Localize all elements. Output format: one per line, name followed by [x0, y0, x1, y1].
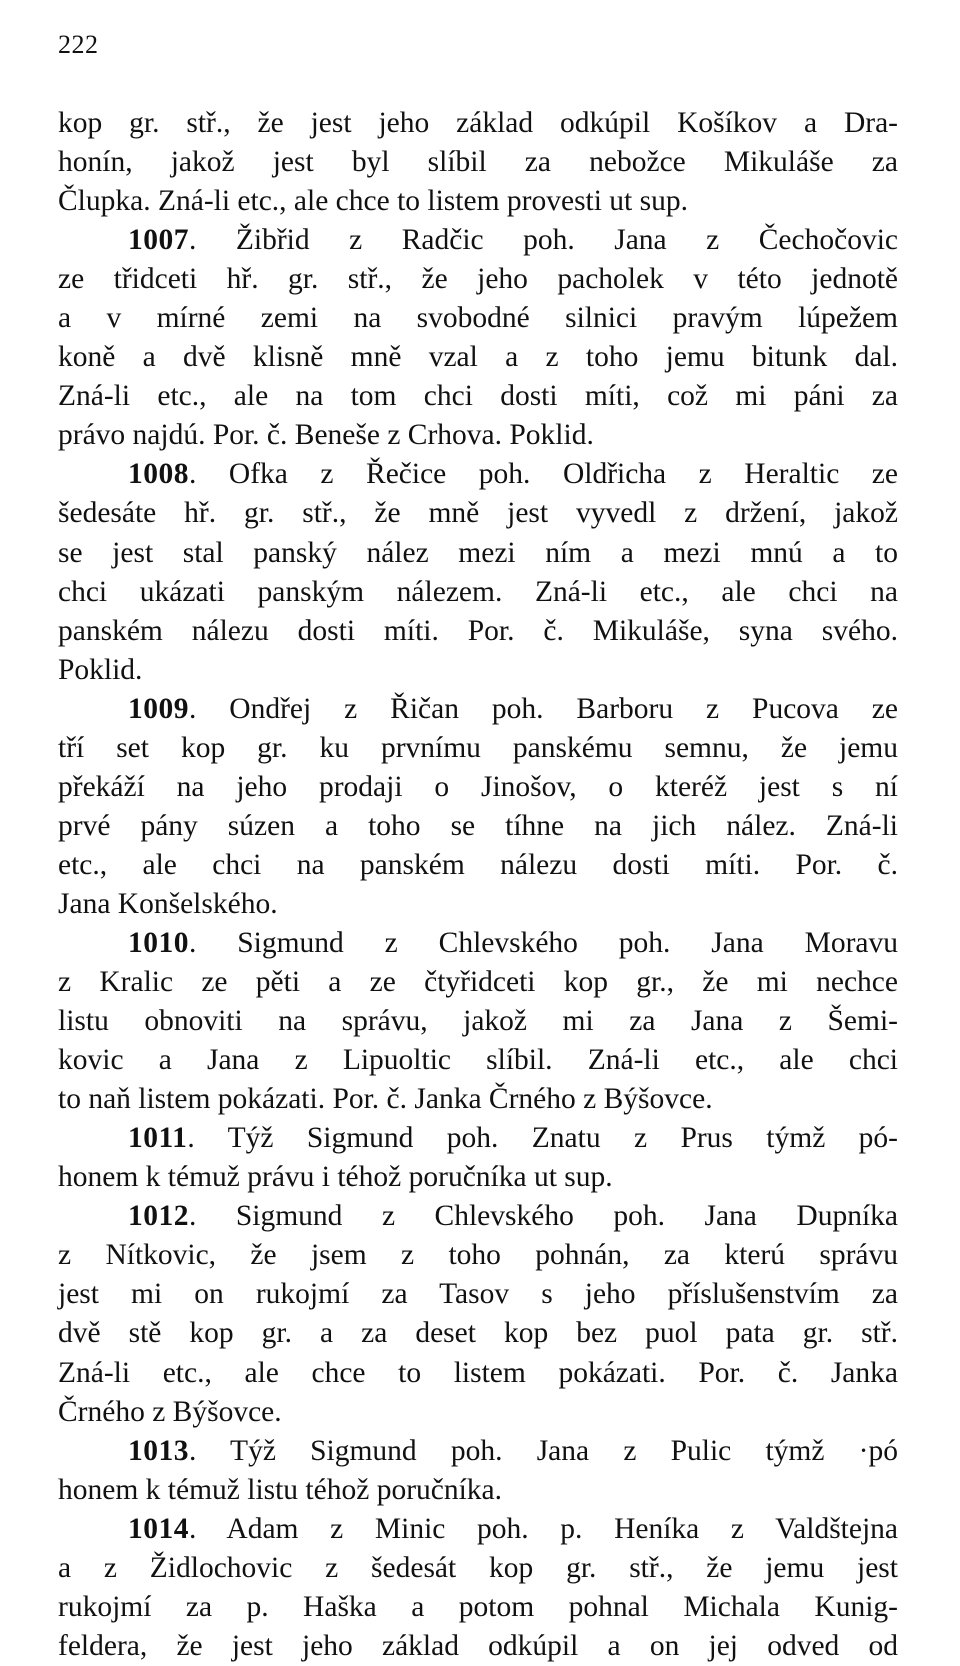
line-text: listu obnoviti na správu, jakož mi za Jana z Šemi- — [58, 1005, 898, 1038]
text-line — [58, 807, 898, 846]
line-text: překáží na jeho prodaji o Jinošov, o kteréž jest s ní — [58, 770, 898, 803]
text-line — [58, 494, 898, 533]
text-line — [58, 846, 898, 885]
entry-number: 1007 — [128, 224, 189, 257]
line-text: jest mi on rukojmí za Tasov s jeho příslušenstvím za — [58, 1278, 898, 1311]
text-line — [58, 1041, 898, 1080]
line-text: etc., ale chci na panském nálezu dosti míti. Por. č. — [58, 848, 898, 881]
text-line — [58, 573, 898, 612]
entry-number: 1013 — [128, 1434, 189, 1467]
line-text: Jana Konšelského. — [58, 887, 278, 920]
line-text: koně a dvě klisně mně vzal a z toho jemu bitunk dal. — [58, 341, 898, 374]
page-number: 222 — [58, 30, 99, 59]
text-line — [58, 143, 898, 182]
text-line — [58, 260, 898, 299]
line-text: . Sigmund z Chlevského poh. Jana Dupníka — [189, 1200, 898, 1233]
text-line — [58, 1119, 898, 1158]
line-text: a v mírné zemi na svobodné silnici pravým lúpežem — [58, 302, 898, 335]
text-line — [58, 729, 898, 768]
line-text: honem k témuž právu i téhož poručníka ut sup. — [58, 1161, 613, 1194]
text-line — [58, 299, 898, 338]
line-text: feldera, že jest jeho základ odkúpil a on jej odved od — [58, 1629, 898, 1662]
text-line — [58, 1236, 898, 1275]
line-text: . Týž Sigmund poh. Jana z Pulic týmž ·pó — [189, 1434, 898, 1467]
text-line — [58, 1432, 898, 1471]
text-line — [58, 1393, 898, 1432]
text-line — [58, 612, 898, 651]
text-line — [58, 768, 898, 807]
line-text: kop gr. stř., že jest jeho základ odkúpil Košíkov a Dra- — [58, 107, 898, 139]
text-line — [58, 1471, 898, 1510]
text-line — [58, 1549, 898, 1588]
text-line — [58, 1510, 898, 1549]
text-line — [58, 1314, 898, 1353]
line-text: Črného z Býšovce. — [58, 1395, 282, 1428]
line-text: Poklid. — [58, 653, 143, 686]
line-text: ze třidceti hř. gr. stř., že jeho pacholek v této jednotě — [58, 263, 898, 296]
line-text: a z Židlochovic z šedesát kop gr. stř., že jemu jest — [58, 1551, 898, 1584]
line-text: chci ukázati panským nálezem. Zná-li etc., ale chci na — [58, 575, 898, 608]
entry-number: 1010 — [128, 926, 189, 959]
text-line — [58, 1354, 898, 1393]
line-text: honín, jakož jest byl slíbil za nebožce Mikuláše za — [58, 146, 898, 179]
text-line — [58, 338, 898, 377]
line-text: z Kralic ze pěti a ze čtyřidceti kop gr., že mi nechce — [58, 966, 898, 999]
text-line — [58, 924, 898, 963]
text-line — [58, 377, 898, 416]
entry-number: 1008 — [128, 458, 189, 491]
line-text: z Nítkovic, že jsem z toho pohnán, za kterú správu — [58, 1239, 898, 1272]
line-text: . Žibřid z Radčic poh. Jana z Čechočovic — [189, 224, 898, 257]
entry-number: 1011 — [128, 1122, 188, 1155]
text-line — [58, 1002, 898, 1041]
line-text: panském nálezu dosti míti. Por. č. Mikuláše, syna svého. — [58, 614, 898, 647]
text-line — [58, 690, 898, 729]
line-text: . Ofka z Řečice poh. Oldřicha z Heraltic ze — [189, 458, 898, 491]
text-line — [58, 1080, 898, 1119]
text-line — [58, 221, 898, 260]
text-line — [58, 104, 898, 143]
line-text: rukojmí za p. Haška a potom pohnal Michala Kunig- — [58, 1590, 898, 1623]
entry-number: 1012 — [128, 1200, 189, 1233]
text-line — [58, 1197, 898, 1236]
text-line — [58, 1158, 898, 1197]
text-line — [58, 534, 898, 573]
text-line — [58, 885, 898, 924]
line-text: . Ondřej z Řičan poh. Barboru z Pucova ze — [189, 692, 898, 725]
text-line — [58, 182, 898, 221]
text-line — [58, 416, 898, 455]
line-text: Zná-li etc., ale chce to listem pokázati. Por. č. Janka — [58, 1356, 898, 1389]
line-text: kovic a Jana z Lipuoltic slíbil. Zná-li etc., ale chci — [58, 1044, 898, 1077]
line-text: Zná-li etc., ale na tom chci dosti míti, což mi páni za — [58, 380, 898, 413]
line-text: . Týž Sigmund poh. Znatu z Prus týmž pó- — [187, 1122, 898, 1155]
text-line — [58, 1588, 898, 1627]
entry-number: 1014 — [128, 1512, 189, 1545]
line-text: . Adam z Minic poh. p. Heníka z Valdštejna — [189, 1512, 898, 1545]
text-line — [58, 1627, 898, 1666]
line-text: to naň listem pokázati. Por. č. Janka Črného z Býšovce. — [58, 1083, 713, 1116]
line-text: prvé pány súzen a toho se tíhne na jich nález. Zná-li — [58, 809, 898, 842]
text-line — [58, 455, 898, 494]
line-text: honem k témuž listu téhož poručníka. — [58, 1473, 503, 1506]
entry-number: 1009 — [128, 692, 189, 725]
text-line — [58, 1275, 898, 1314]
line-text: dvě stě kop gr. a za deset kop bez puol pata gr. stř. — [58, 1317, 898, 1350]
line-text: tří set kop gr. ku prvnímu panskému semnu, že jemu — [58, 731, 898, 764]
text-line — [58, 963, 898, 1002]
line-text: se jest stal panský nález mezi ním a mezi mnú a to — [58, 536, 898, 569]
page-body-text — [58, 104, 898, 1666]
line-text: Člupka. Zná-li etc., ale chce to listem provesti ut sup. — [58, 185, 688, 218]
line-text: právo najdú. Por. č. Beneše z Crhova. Poklid. — [58, 419, 594, 452]
line-text: šedesáte hř. gr. stř., že mně jest vyvedl z držení, jakož — [58, 497, 898, 530]
line-text: . Sigmund z Chlevského poh. Jana Moravu — [189, 926, 898, 959]
text-line — [58, 651, 898, 690]
